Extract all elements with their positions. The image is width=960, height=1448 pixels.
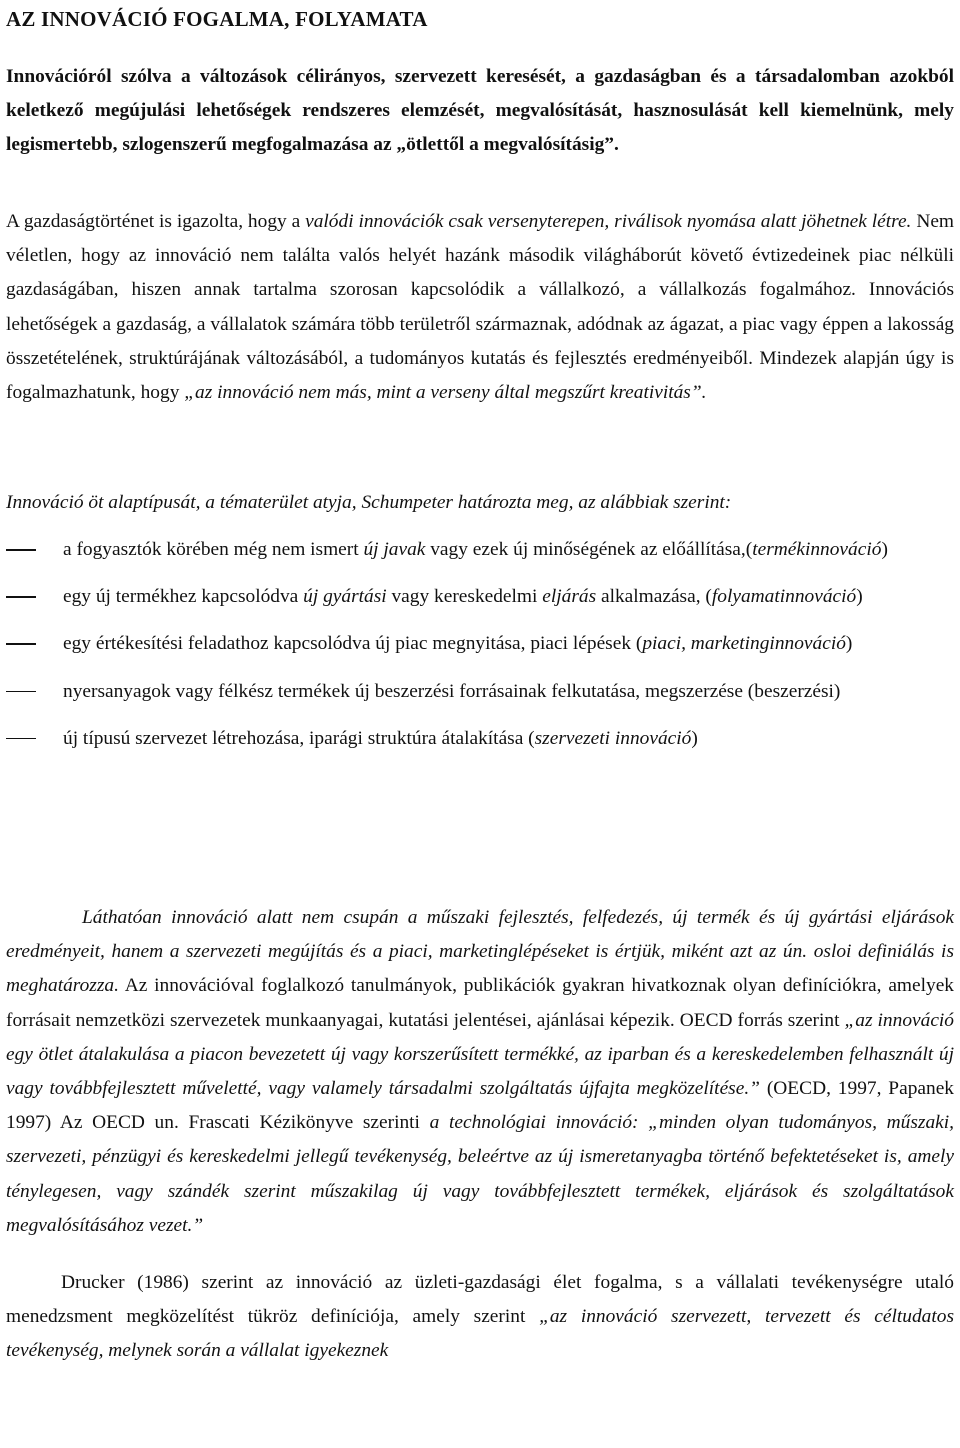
paragraph-history	[6, 205, 954, 410]
text-run: Az innovációval foglalkozó tanulmányok, publikációk gyakran hivatkoznak olyan definíciókra, amelyek forrásait nemzetközi szervezetek munkaanyagai, kutatási jelentései, ajánlásai képezik. OECD forrás szerint	[6, 975, 954, 1031]
italic-run: „az innováció szervezett, tervezett és céltudatos tevékenység, melynek során a vállalat igyekeznek	[6, 1306, 955, 1362]
text-run: (OECD, 1997, Papanek 1997) Az OECD un. Frascati Kézikönyve szerinti	[6, 1078, 954, 1134]
list-item: nyersanyagok vagy félkész termékek új beszerzési forrásainak felkutatása, megszerzése (beszerzési)	[6, 675, 954, 709]
dash-bullet	[6, 549, 36, 551]
italic-run: „az innováció egy ötlet átalakulása a piacon bevezetett új vagy korszerűsített termékké, az iparban és a kereskedelemben felhasznált új vagy továbbfejlesztett műveletté, vagy valamely társadalmi szolgáltatás újfajta megközelítése.”	[6, 1009, 955, 1100]
italic-run: Innováció öt alaptípusát, a tématerület atyja, Schumpeter határozta meg, az alábbiak szerint:	[6, 492, 732, 513]
text-run: A gazdaságtörténet is igazolta, hogy a	[6, 211, 306, 232]
paragraph-oecd	[6, 901, 954, 1243]
paragraph-drucker	[6, 1266, 954, 1369]
innovation-types-list	[6, 533, 954, 769]
page-title: AZ INNOVÁCIÓ FOGALMA, FOLYAMATA	[6, 7, 428, 31]
intro-paragraph: Innovációról szólva a változások célirányos, szervezett keresését, a gazdaságban és a társadalomban azokból keletkező megújulási lehetőségek rendszeres elemzését, megvalósítását, hasznosulását kell kiemelnünk, mely legismertebb, szlogenszerű megfogalmazása az „ötlettől a megvalósításig”.	[6, 66, 954, 156]
dash-bullet	[6, 738, 36, 740]
paragraph-schumpeter	[6, 486, 954, 520]
dash-bullet	[6, 691, 36, 693]
text-run: Nem véletlen, hogy az innováció nem találta valós helyét hazánk második világháborút követő évtizedeinek piac nélküli gazdaságában, hiszen annak tartalma szorosan kapcsolódik a vállalkozó, a vállalkozás fogalmához. Innovációs lehetőségek a gazdaság, a vállalatok számára több területről származnak, adódnak az ágazat, a piac vagy éppen a lakosság összetételének, struktúrájának változásából, a tudományos kutatás és fejlesztés eredményeiből. Mindezek alapján úgy is fogalmazhatunk, hogy	[6, 211, 955, 404]
list-item: a fogyasztók körében még nem ismert új javak vagy ezek új minőségének az előállítása,(termékinnováció)	[6, 533, 954, 567]
dash-bullet	[6, 596, 36, 598]
italic-run: valódi innovációk csak versenyterepen, riválisok nyomása alatt jöhetnek létre.	[305, 211, 912, 232]
italic-run: „az innováció nem más, mint a verseny által megszűrt kreativitás”.	[184, 382, 707, 404]
dash-bullet	[6, 643, 36, 645]
list-item: egy új termékhez kapcsolódva új gyártási vagy kereskedelmi eljárás alkalmazása, (folyamatinnováció)	[6, 580, 954, 614]
italic-run: Láthatóan innováció alatt nem csupán a műszaki fejlesztés, felfedezés, új termék és új gyártási eljárások eredményeit, hanem a szervezeti megújítás és a piaci, marketinglépéseket is értjük, miként azt az ún. osloi definiálás is meghatározza.	[6, 907, 954, 997]
list-item: új típusú szervezet létrehozása, iparági struktúra átalakítása (szervezeti innováció)	[6, 722, 954, 756]
italic-run: a technológiai innováció: „minden olyan tudományos, műszaki, szervezeti, pénzügyi és kereskedelmi jellegű tevékenység, beleértve az új ismeretanyagba történő befektetéseket is, amely ténylegesen, vagy szándék szerint műszakilag új vagy továbbfejlesztett termékek, eljárások és szolgáltatások megvalósításához vezet.”	[6, 1112, 954, 1236]
text-run: Drucker (1986) szerint az innováció az üzleti-gazdasági élet fogalma, s a vállalati tevékenységre utaló menedzsment megközelítést tükröz definíciója, amely szerint	[6, 1272, 954, 1328]
list-item: egy értékesítési feladathoz kapcsolódva új piac megnyitása, piaci lépések (piaci, marketinginnováció)	[6, 627, 954, 661]
